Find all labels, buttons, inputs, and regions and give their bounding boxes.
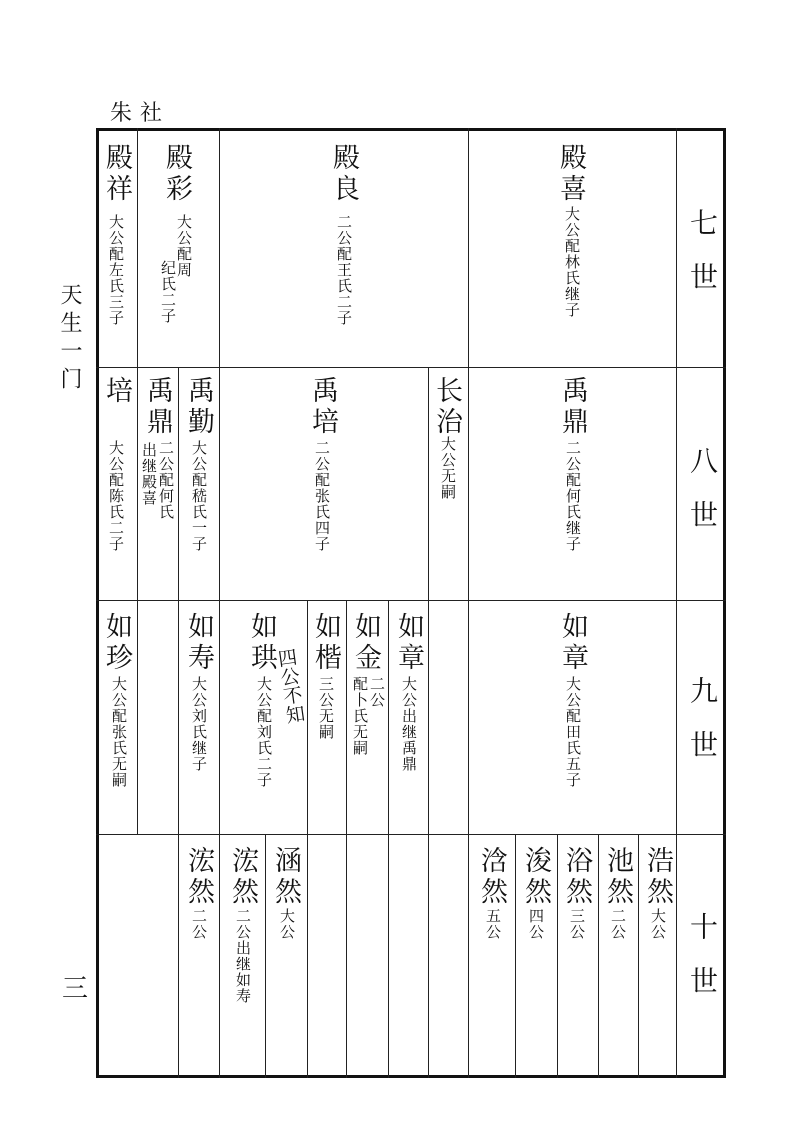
person-name: 浴然: [561, 846, 592, 908]
person-desc: 三公无嗣: [317, 676, 335, 740]
person-name: 长治: [431, 376, 462, 438]
person-name: 禹培: [307, 376, 338, 438]
person-name: 禹勤: [183, 376, 214, 438]
generation-label-9: 九世: [686, 676, 719, 784]
person-desc: 大公配张氏无嗣: [110, 676, 128, 788]
person-desc: 大公: [278, 908, 296, 940]
person-desc: 大公刘氏继子: [190, 676, 208, 772]
person-name: 浩然: [642, 846, 673, 908]
person-name: 浤然: [183, 846, 214, 908]
person-name: 涵然: [270, 846, 301, 908]
person-desc: 二公配张氏四子: [313, 440, 331, 552]
person-name: 浤然: [227, 846, 258, 908]
person-desc: 出继殿喜: [140, 442, 158, 506]
person-desc: 大公配: [175, 214, 193, 262]
person-name: 殿祥: [101, 143, 132, 205]
person-desc: 二公: [609, 908, 627, 940]
person-desc: 大公无嗣: [439, 436, 457, 500]
person-desc: 五公: [484, 908, 502, 940]
person-name: 浛然: [476, 846, 507, 908]
person-desc: 大公配左氏三子: [107, 214, 125, 326]
person-name: 如章: [557, 612, 588, 674]
person-name: 殿喜: [555, 143, 586, 205]
person-desc: 大公出继禹鼎: [400, 676, 418, 772]
person-desc: 大公配田氏五子: [564, 676, 582, 788]
branch-label: 天生一门: [57, 283, 82, 395]
person-name: 如章: [393, 612, 424, 674]
person-name: 禹鼎: [142, 376, 173, 438]
person-desc: 配卜氏无嗣: [351, 676, 369, 756]
person-desc: 大公: [649, 908, 667, 940]
person-desc: 大公配嵇氏一子: [190, 440, 208, 552]
person-desc: 三公: [568, 908, 586, 940]
generation-label-10: 十世: [686, 912, 719, 1020]
generation-label-7: 七世: [686, 208, 719, 316]
handwritten-annotation: 四公不知: [273, 646, 307, 726]
person-name: 如寿: [183, 612, 214, 674]
person-name: 如珙: [246, 612, 277, 674]
person-name: 禹鼎: [557, 376, 588, 438]
person-desc: 大公配林氏继子: [563, 206, 581, 318]
person-desc: 二公: [368, 676, 386, 708]
person-desc-extra: 周: [175, 262, 193, 278]
generation-label-8: 八世: [686, 446, 719, 554]
person-name: 殿良: [328, 143, 359, 205]
page-number: 三: [62, 974, 89, 1004]
person-name: 殿彩: [161, 143, 192, 205]
person-desc: 四公: [527, 908, 545, 940]
person-name: 浚然: [520, 846, 551, 908]
person-desc: 大公配陈氏二子: [107, 440, 125, 552]
person-name: 如楷: [310, 612, 341, 674]
person-desc: 二公: [190, 908, 208, 940]
person-desc: 二公出继如寿: [234, 908, 252, 1004]
person-name: 如珍: [101, 612, 132, 674]
person-desc: 纪氏二子: [159, 260, 177, 324]
shrine-header: 朱社: [110, 101, 171, 126]
person-desc: 二公配何氏: [157, 440, 175, 520]
person-desc: 二公配王氏二子: [335, 214, 353, 326]
person-name: 如金: [350, 612, 381, 674]
person-desc: 二公配何氏继子: [564, 440, 582, 552]
person-name: 池然: [602, 846, 633, 908]
person-desc: 大公配刘氏二子: [255, 676, 273, 788]
person-name: 培: [101, 376, 132, 407]
